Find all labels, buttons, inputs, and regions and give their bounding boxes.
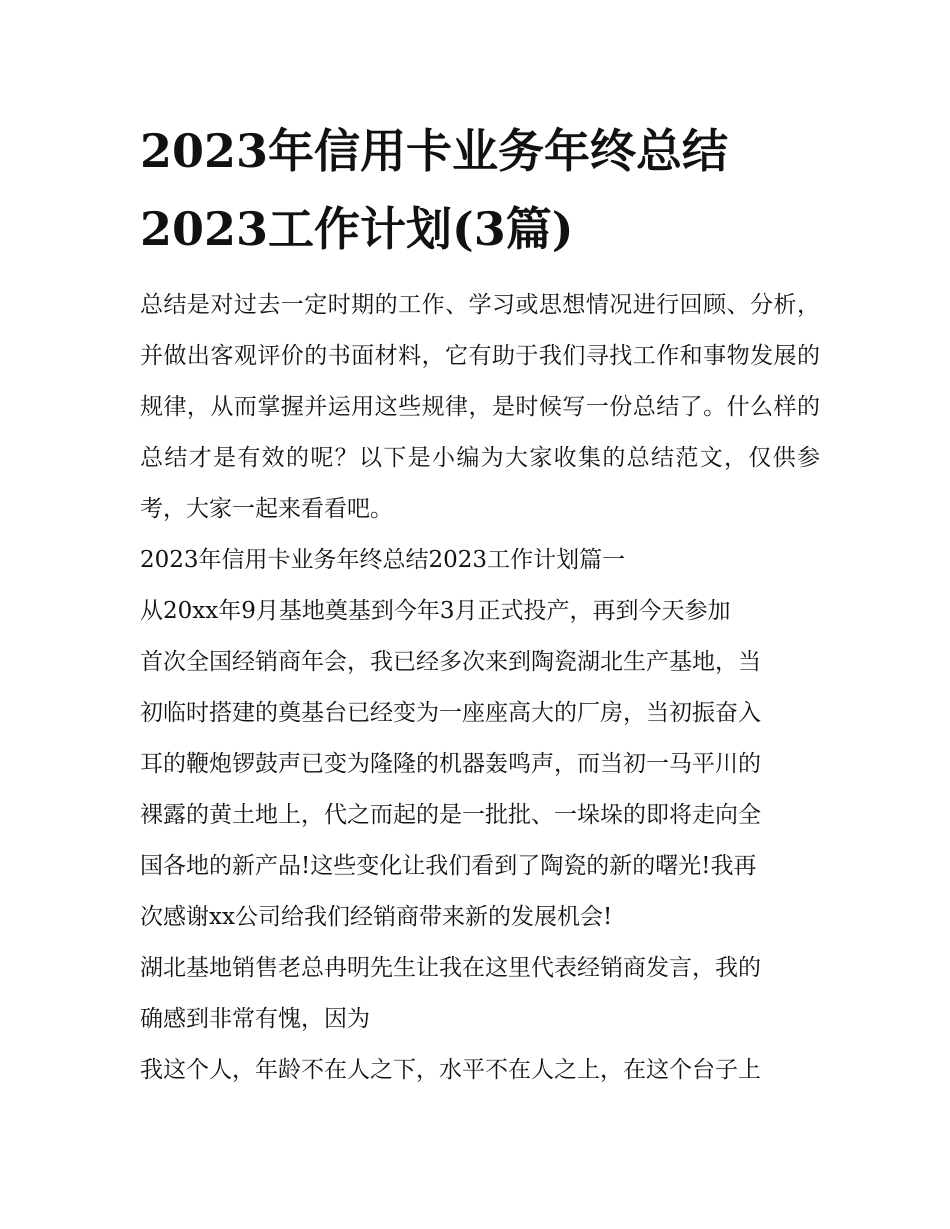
section-heading: 2023年信用卡业务年终总结2023工作计划篇一 [140,547,626,573]
body-paragraph-3 [140,1045,820,1096]
paragraph-line: 裸露的黄土地上，代之而起的是一批批、一垛垛的即将走向全 [140,802,761,828]
document-page [140,112,820,1096]
paragraph-line: 耳的鞭炮锣鼓声已变为隆隆的机器轰鸣声，而当初一马平川的 [140,751,761,777]
paragraph-line: 次感谢xx公司给我们经销商带来新的发展机会! [140,904,613,930]
intro-paragraph: 总结是对过去一定时期的工作、学习或思想情况进行回顾、分析，并做出客观评价的书面材料，它有助于我们寻找工作和事物发展的规律，从而掌握并运用这些规律，是时候写一份总结了。什么样的总结才是有效的呢？以下是小编为大家收集的总结范文，仅供参考，大家一起来看看吧。 [140,292,820,522]
paragraph-line: 国各地的新产品!这些变化让我们看到了陶瓷的新的曙光!我再 [140,853,757,879]
paragraph-line: 我这个人，年龄不在人之下，水平不在人之上，在这个台子上 [140,1057,761,1083]
title-line-2: 2023工作计划(3篇) [140,202,574,256]
document-title [140,112,820,268]
paragraph-line: 确感到非常有愧，因为 [140,1006,370,1032]
paragraph-line: 初临时搭建的奠基台已经变为一座座高大的厂房，当初振奋入 [140,700,761,726]
paragraph-line: 首次全国经销商年会，我已经多次来到陶瓷湖北生产基地，当 [140,649,761,675]
body-paragraph-2 [140,943,820,1045]
body-paragraph-1 [140,586,820,943]
title-line-1: 2023年信用卡业务年终总结 [140,124,729,178]
paragraph-line: 从20xx年9月基地奠基到今年3月正式投产，再到今天参加 [140,598,731,624]
paragraph-line: 湖北基地销售老总冉明先生让我在这里代表经销商发言，我的 [140,955,761,981]
